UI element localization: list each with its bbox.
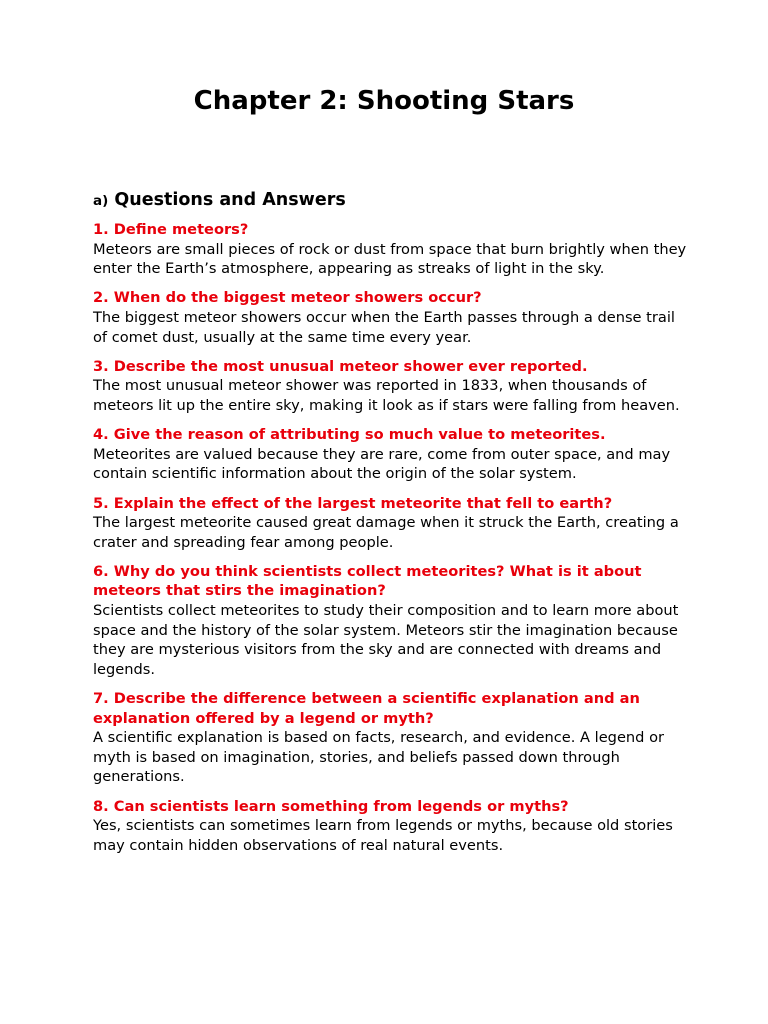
question-2: 2. When do the biggest meteor showers occur? xyxy=(93,289,482,307)
question-4: 4. Give the reason of attributing so much value to meteorites. xyxy=(93,426,606,444)
question-8: 8. Can scientists learn something from legends or myths? xyxy=(93,797,569,815)
question-3: 3. Describe the most unusual meteor shower ever reported. xyxy=(93,357,588,375)
answer-6: Scientists collect meteorites to study their composition and to learn more about space and the history of the solar system. Meteors stir the imagination because they are mysterious visitors from the sky and are connected with dreams and legends. xyxy=(93,602,679,678)
answer-1: Meteors are small pieces of rock or dust from space that burn brightly when they enter the Earth’s atmosphere, appearing as streaks of light in the sky. xyxy=(93,240,687,278)
qa-list xyxy=(93,220,693,865)
qa-item-2 xyxy=(93,288,693,347)
question-5: 5. Explain the effect of the largest meteorite that fell to earth? xyxy=(93,494,613,512)
answer-8: Yes, scientists can sometimes learn from legends or myths, because old stories may contain hidden observations of real natural events. xyxy=(93,817,673,854)
question-7: 7. Describe the difference between a scientific explanation and an explanation offered by a legend or myth? xyxy=(93,690,640,727)
answer-2: The biggest meteor showers occur when the Earth passes through a dense trail of comet dust, usually at the same time every year. xyxy=(93,308,675,346)
qa-item-5 xyxy=(93,494,693,553)
answer-5: The largest meteorite caused great damage when it struck the Earth, creating a crater and spreading fear among people. xyxy=(93,514,679,551)
answer-3: The most unusual meteor shower was reported in 1833, when thousands of meteors lit up the entire sky, making it look as if stars were falling from heaven. xyxy=(93,377,680,414)
qa-item-1 xyxy=(93,220,693,279)
section-heading xyxy=(93,188,346,213)
section-marker: a) xyxy=(93,193,109,209)
qa-item-6 xyxy=(93,562,693,680)
section-title: Questions and Answers xyxy=(114,190,346,210)
qa-item-4 xyxy=(93,425,693,484)
chapter-title: Chapter 2: Shooting Stars xyxy=(193,86,575,116)
question-1: 1. Define meteors? xyxy=(93,221,249,238)
answer-4: Meteorites are valued because they are rare, come from outer space, and may contain scientific information about the origin of the solar system. xyxy=(93,445,671,483)
qa-item-7 xyxy=(93,689,693,787)
question-6: 6. Why do you think scientists collect meteorites? What is it about meteors that stirs the imagination? xyxy=(93,562,642,600)
qa-item-3 xyxy=(93,357,693,416)
qa-item-8 xyxy=(93,797,693,856)
answer-7: A scientific explanation is based on facts, research, and evidence. A legend or myth is based on imagination, stories, and beliefs passed down through generations. xyxy=(93,729,665,786)
